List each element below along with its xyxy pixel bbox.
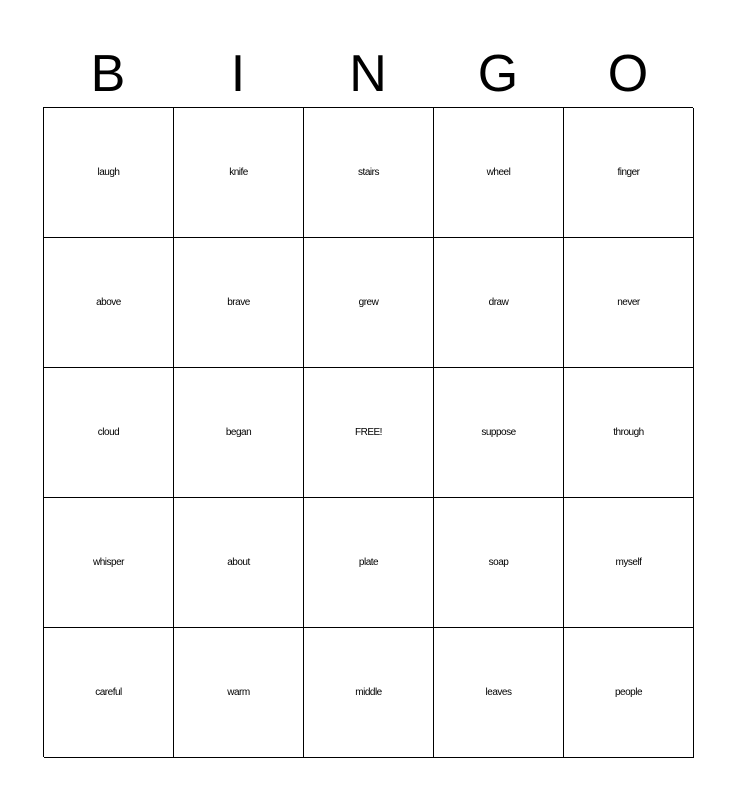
bingo-header	[43, 44, 693, 104]
header-letter-o: O	[607, 45, 649, 103]
header-letter-n: N	[349, 45, 387, 103]
bingo-cell[interactable]: cloud	[44, 368, 174, 498]
bingo-cell[interactable]: stairs	[304, 108, 434, 238]
bingo-cell[interactable]: through	[564, 368, 694, 498]
bingo-cell[interactable]: myself	[564, 498, 694, 628]
bingo-cell[interactable]: began	[174, 368, 304, 498]
bingo-cell[interactable]: knife	[174, 108, 304, 238]
bingo-cell[interactable]: suppose	[434, 368, 564, 498]
bingo-cell[interactable]: brave	[174, 238, 304, 368]
bingo-cell[interactable]: warm	[174, 628, 304, 758]
bingo-cell[interactable]: draw	[434, 238, 564, 368]
bingo-cell[interactable]: wheel	[434, 108, 564, 238]
bingo-cell[interactable]: finger	[564, 108, 694, 238]
bingo-cell[interactable]: middle	[304, 628, 434, 758]
header-letter-i: I	[230, 45, 246, 103]
bingo-cell-free[interactable]: FREE!	[304, 368, 434, 498]
header-letter-b: B	[90, 45, 126, 103]
bingo-cell[interactable]: plate	[304, 498, 434, 628]
header-letter-g: G	[477, 45, 519, 103]
bingo-cell[interactable]: soap	[434, 498, 564, 628]
bingo-cell[interactable]: careful	[44, 628, 174, 758]
bingo-board	[43, 107, 693, 757]
bingo-cell[interactable]: leaves	[434, 628, 564, 758]
bingo-cell[interactable]: whisper	[44, 498, 174, 628]
bingo-cell[interactable]: people	[564, 628, 694, 758]
bingo-cell[interactable]: grew	[304, 238, 434, 368]
bingo-cell[interactable]: about	[174, 498, 304, 628]
bingo-cell[interactable]: never	[564, 238, 694, 368]
bingo-cell[interactable]: above	[44, 238, 174, 368]
bingo-cell[interactable]: laugh	[44, 108, 174, 238]
